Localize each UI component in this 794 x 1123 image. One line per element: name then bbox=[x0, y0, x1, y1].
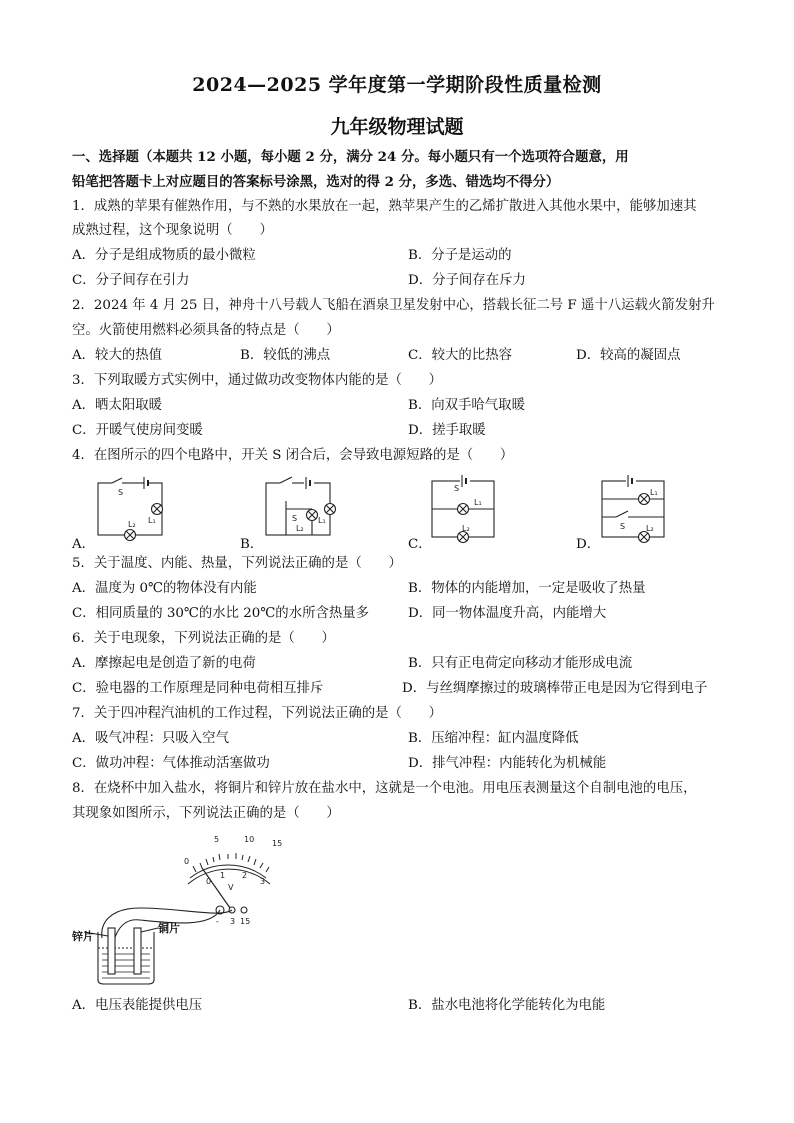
scale-top-0: 0 bbox=[184, 857, 190, 866]
q1-stem-line1: 1．成熟的苹果有催熟作用，与不熟的水果放在一起，熟苹果产生的乙烯扩散进入其他水果中，能够加速其 bbox=[72, 199, 697, 214]
q5-stem: 5．关于温度、内能、热量，下列说法正确的是（ ） bbox=[72, 556, 402, 571]
q2-option-c: C．较大的比热容 bbox=[408, 348, 512, 363]
q8-voltmeter-battery-figure bbox=[70, 828, 290, 988]
q5-option-d: D．同一物体温度升高，内能增大 bbox=[408, 606, 607, 621]
q6-option-a: A．摩擦起电是创造了新的电荷 bbox=[72, 656, 256, 671]
q6-option-d: D．与丝绸摩擦过的玻璃棒带正电是因为它得到电子 bbox=[402, 681, 708, 696]
q6-stem: 6．关于电现象，下列说法正确的是（ ） bbox=[72, 631, 335, 646]
scale-bottom-1: 1 bbox=[220, 871, 226, 880]
q3-option-c: C．开暖气使房间变暖 bbox=[72, 423, 203, 438]
q4-option-a: A． bbox=[72, 537, 96, 552]
q4-circuit-diagrams bbox=[0, 465, 794, 555]
circuit-a-l1-label: L₁ bbox=[148, 516, 156, 525]
q3-option-a: A．晒太阳取暖 bbox=[72, 398, 163, 413]
q4-stem: 4．在图所示的四个电路中，开关 S 闭合后，会导致电源短路的是（ ） bbox=[72, 448, 514, 463]
q1-stem-line2: 成熟过程，这个现象说明（ ） bbox=[72, 223, 273, 238]
q2-option-b: B．较低的沸点 bbox=[240, 348, 331, 363]
scale-bottom-2: 2 bbox=[242, 871, 248, 880]
circuit-a-l2-label: L₂ bbox=[128, 520, 136, 529]
circuit-d bbox=[602, 475, 664, 543]
circuit-d-l2-label: L₂ bbox=[646, 524, 654, 533]
q8-option-b: B．盐水电池将化学能转化为电能 bbox=[408, 998, 606, 1013]
scale-top-15: 15 bbox=[272, 839, 283, 848]
q1-option-d: D．分子间存在斥力 bbox=[408, 273, 526, 288]
circuit-d-switch-label: S bbox=[620, 522, 626, 531]
q3-option-b: B．向双手哈气取暖 bbox=[408, 398, 525, 413]
exam-subtitle: 九年级物理试题 bbox=[330, 116, 464, 138]
section1-instruction-line2: 铅笔把答题卡上对应题目的答案标号涂黑，选对的得 2 分，多选、错选均不得分） bbox=[72, 174, 560, 190]
q8-stem-line1: 8．在烧杯中加入盐水，将铜片和锌片放在盐水中，这就是一个电池。用电压表测量这个自制电池的电压， bbox=[72, 781, 697, 796]
q7-option-d: D．排气冲程：内能转化为机械能 bbox=[408, 756, 607, 771]
scale-bottom-3: 3 bbox=[260, 877, 266, 886]
terminal-3: 3 bbox=[230, 917, 236, 926]
zinc-plate-label: 锌片 bbox=[72, 930, 94, 943]
q7-option-c: C．做功冲程：气体推动活塞做功 bbox=[72, 756, 270, 771]
q6-option-b: B．只有正电荷定向移动才能形成电流 bbox=[408, 656, 633, 671]
terminal-15: 15 bbox=[240, 917, 251, 926]
meter-v-label: V bbox=[228, 883, 234, 892]
q1-option-a: A．分子是组成物质的最小微粒 bbox=[72, 248, 256, 263]
q8-option-a: A．电压表能提供电压 bbox=[72, 998, 203, 1013]
scale-bottom-0: 0 bbox=[206, 877, 212, 886]
q2-option-a: A．较大的热值 bbox=[72, 348, 163, 363]
circuit-b-l2-label: L₂ bbox=[296, 524, 304, 533]
circuit-b-l1-label: L₁ bbox=[318, 516, 326, 525]
scale-top-10: 10 bbox=[244, 835, 255, 844]
q4-option-c: C． bbox=[408, 537, 432, 552]
q3-stem: 3．下列取暖方式实例中，通过做功改变物体内能的是（ ） bbox=[72, 373, 443, 388]
circuit-a-switch-label: S bbox=[118, 488, 124, 497]
circuit-c-switch-label: S bbox=[454, 484, 460, 493]
copper-plate-label: 铜片 bbox=[158, 922, 180, 935]
circuit-c-l1-label: L₁ bbox=[474, 498, 482, 507]
circuit-b-switch-label: S bbox=[292, 514, 298, 523]
q2-option-d: D．较高的凝固点 bbox=[576, 348, 681, 363]
q2-stem-line2: 空。火箭使用燃料必须具备的特点是（ ） bbox=[72, 323, 340, 338]
q1-option-c: C．分子间存在引力 bbox=[72, 273, 190, 288]
section1-instruction-line1: 一、选择题（本题共 12 小题，每小题 2 分，满分 24 分。每小题只有一个选项符合题意，用 bbox=[72, 149, 629, 165]
exam-title: 2024—2025 学年度第一学期阶段性质量检测 bbox=[192, 74, 602, 96]
q7-option-a: A．吸气冲程：只吸入空气 bbox=[72, 731, 229, 746]
q5-option-c: C．相同质量的 30℃的水比 20℃的水所含热量多 bbox=[72, 606, 370, 621]
terminal-minus: - bbox=[216, 917, 219, 926]
circuit-d-l1-label: L₁ bbox=[650, 488, 658, 497]
q1-option-b: B．分子是运动的 bbox=[408, 248, 512, 263]
scale-top-5: 5 bbox=[214, 835, 220, 844]
q5-option-a: A．温度为 0℃的物体没有内能 bbox=[72, 581, 257, 596]
q3-option-d: D．搓手取暖 bbox=[408, 423, 486, 438]
q7-option-b: B．压缩冲程：缸内温度降低 bbox=[408, 731, 579, 746]
q4-option-b: B． bbox=[240, 537, 264, 552]
q8-stem-line2: 其现象如图所示，下列说法正确的是（ ） bbox=[72, 806, 340, 821]
q2-stem-line1: 2．2024 年 4 月 25 日，神舟十八号载人飞船在酒泉卫星发射中心，搭载长征二号 F 遥十八运载火箭发射升 bbox=[72, 298, 715, 313]
q7-stem: 7．关于四冲程汽油机的工作过程，下列说法正确的是（ ） bbox=[72, 706, 443, 721]
q6-option-c: C．验电器的工作原理是同种电荷相互排斥 bbox=[72, 681, 324, 696]
q4-option-d: D． bbox=[576, 537, 601, 552]
circuit-a bbox=[98, 477, 163, 541]
circuit-c-l2-label: L₂ bbox=[462, 524, 470, 533]
q5-option-b: B．物体的内能增加，一定是吸收了热量 bbox=[408, 581, 646, 596]
